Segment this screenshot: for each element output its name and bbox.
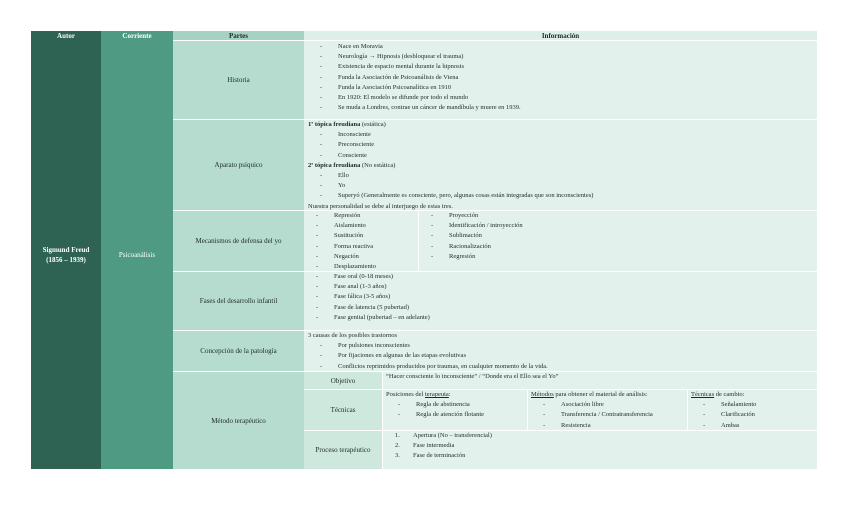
- historia-item-text: Neurología → Hipnosis (desbloquear el trauma): [338, 53, 464, 61]
- part-mecanismos-defensa: Mecanismos de defensa del yo: [173, 210, 304, 271]
- mecanismo-item: [304, 221, 418, 231]
- proceso-item: [383, 441, 817, 451]
- fase-item-text: Fase anal (1-3 años): [334, 283, 387, 291]
- tecnicas-cambio-list: [691, 400, 814, 430]
- mecanismo-item-text: Represión: [334, 212, 361, 219]
- mecanismos-left-list: [304, 211, 418, 271]
- info-aparato-psiquico: [304, 119, 817, 210]
- posiciones-terapeuta: [382, 389, 527, 430]
- topica1-item-text: Preconsciente: [338, 141, 375, 149]
- topica1-list: [308, 130, 813, 161]
- tecnicas-cambio-word: Técnicas: [691, 391, 715, 398]
- historia-item-text: Funda la Asociación de Psicoanálisis de Viena: [338, 73, 459, 81]
- mecanismo-item: [304, 262, 418, 271]
- posicion-item: [386, 410, 524, 420]
- metodo-item-text: Resistencia: [561, 421, 591, 429]
- posiciones-suffix: :: [448, 391, 451, 398]
- part-historia: Historia: [173, 40, 304, 119]
- mecanismo-item: [419, 231, 817, 241]
- mecanismo-item: [304, 252, 418, 262]
- mecanismo-item-text: Identificación / introyección: [449, 222, 523, 230]
- historia-list: [308, 42, 813, 113]
- fase-item: [304, 282, 817, 292]
- mecanismo-item: [419, 242, 817, 252]
- fase-item-text: Fase fálica (3-5 años): [334, 293, 391, 301]
- topica2-item-text: Ello: [338, 172, 349, 180]
- topica2-list: [308, 171, 813, 202]
- topica1-item-text: Inconsciente: [338, 131, 371, 139]
- mecanismo-item-text: Negación: [334, 252, 359, 260]
- historia-item-text: Funda la Asociación Psicoanalítica en 1910: [338, 83, 452, 91]
- proceso-item: [383, 431, 817, 441]
- tecnica-cambio-item: [691, 410, 814, 420]
- info-mecanismos-right: [418, 210, 817, 271]
- mecanismo-item-text: Sustitución: [334, 232, 364, 240]
- topica2-title: 2ª tópica freudiana: [308, 161, 361, 169]
- posicion-item-text: Regla de abstinencia: [416, 401, 470, 409]
- historia-item: [308, 62, 813, 72]
- info-mecanismos-left: [304, 210, 418, 271]
- metodo-item: [531, 400, 684, 410]
- topica1-item: [308, 130, 813, 140]
- tecnica-cambio-item-text: Clarificación: [721, 411, 755, 419]
- objetivo-label: Objetivo: [304, 371, 382, 389]
- historia-item-text: Existencia de espacio mental durante la hipnosis: [338, 63, 464, 71]
- topica1-item: [308, 140, 813, 150]
- proceso-list: [383, 431, 817, 462]
- mecanismo-item: [419, 221, 817, 231]
- topica2-item: [308, 181, 813, 191]
- topica1-note: (estática): [360, 121, 386, 128]
- historia-item: [308, 103, 813, 113]
- metodo-item: [531, 421, 684, 430]
- aparato-footer: Nuestra personalidad se debe al interjuego de estas tres.: [308, 202, 453, 210]
- mecanismo-item-text: Racionalización: [449, 242, 491, 250]
- mecanismos-right-list: [419, 211, 817, 262]
- historia-item: [308, 42, 813, 52]
- posicion-item-text: Regla de atención flotante: [416, 411, 485, 419]
- topica2-item-text: Superyó (Generalmente es consciente, pero, algunas cosas están integradas que son inconscientes): [338, 192, 594, 200]
- proceso-item: [383, 451, 817, 461]
- fase-item: [304, 272, 817, 282]
- tecnica-cambio-item-text: Ambas: [721, 421, 740, 429]
- posiciones-word: terapeuta: [425, 391, 449, 398]
- part-fases-desarrollo: Fases del desarrollo infantil: [173, 271, 304, 330]
- autor-years: (1856 – 1939): [46, 255, 86, 264]
- proceso-item-number: 3.: [395, 452, 400, 460]
- patologia-item-text: Por fijaciones en algunas de las etapas evolutivas: [338, 352, 466, 360]
- tecnicas-cambio-suffix: de cambio:: [714, 391, 745, 398]
- header-autor: Autor: [31, 31, 101, 40]
- header-partes: Partes: [173, 31, 304, 40]
- topica2-note: (No estática): [360, 161, 396, 169]
- tecnicas-cambio: [687, 389, 817, 430]
- proceso-item-number: 2.: [395, 442, 400, 450]
- historia-item: [308, 52, 813, 62]
- topica2-item: [308, 171, 813, 181]
- mecanismo-item: [419, 211, 817, 221]
- metodos-word: Métodos: [531, 391, 554, 398]
- mecanismo-item-text: Desplazamiento: [334, 263, 376, 271]
- proceso-item-text: Fase intermedia: [413, 442, 455, 450]
- metodos-suffix: para obtener el material de análisis:: [553, 391, 648, 398]
- patologia-item-text: Conflictos reprimidos producidos por traumas, en cualquier momento de la vida.: [338, 362, 548, 370]
- metodo-item-text: Transferencia / Contratransferencia: [561, 411, 653, 419]
- objetivo-text: “Hacer consciente lo inconsciente” / “Donde era el Ello sea el Yo”: [382, 371, 817, 389]
- mecanismo-item-text: Forma reactiva: [334, 242, 374, 250]
- corriente-cell: Psicoanálisis: [101, 40, 173, 469]
- fases-list: [304, 272, 817, 323]
- metodos-analisis: [527, 389, 687, 430]
- fase-item-text: Fase oral (0-18 meses): [334, 273, 394, 280]
- mecanismo-item: [304, 231, 418, 241]
- patologia-item: [308, 351, 813, 361]
- patologia-item: [308, 362, 813, 371]
- proceso-item-text: Apertura (No – transferencial): [413, 432, 492, 439]
- part-metodo-terapeutico: Método terapéutico: [173, 371, 304, 469]
- info-patologia: [304, 330, 817, 371]
- topica1-item: [308, 151, 813, 161]
- mecanismo-item-text: Sublimación: [449, 232, 482, 240]
- fase-item-text: Fase genital (pubertad – en adelante): [334, 313, 430, 321]
- header-corriente: Corriente: [101, 31, 173, 40]
- mecanismo-item-text: Regresión: [449, 252, 476, 260]
- fase-item: [304, 292, 817, 302]
- patologia-list: [308, 341, 813, 371]
- mecanismo-item: [419, 252, 817, 262]
- header-informacion: Información: [304, 31, 817, 40]
- topica2-item: [308, 191, 813, 201]
- posicion-item: [386, 400, 524, 410]
- proceso-label: Proceso terapéutico: [304, 430, 382, 469]
- info-fases-desarrollo: [304, 271, 817, 330]
- historia-item-text: Se muda a Londres, contrae un cáncer de mandíbula y muere en 1939.: [338, 104, 521, 112]
- part-aparato-psiquico: Aparato psíquico: [173, 119, 304, 210]
- topica1-item-text: Consciente: [338, 151, 367, 159]
- proceso-terapeutico: [382, 430, 817, 469]
- historia-item: [308, 83, 813, 93]
- mecanismo-item: [304, 211, 418, 221]
- info-historia: [304, 40, 817, 119]
- topica2-item-text: Yo: [338, 182, 346, 190]
- autor-name: Sigmund Freud: [42, 245, 90, 254]
- posiciones-prefix: Posiciones del: [386, 391, 425, 398]
- mecanismo-item-text: Aislamiento: [334, 222, 366, 230]
- part-patologia: Concepción de la patología: [173, 330, 304, 371]
- historia-item-text: En 1920: El modelo se difunde por todo el mundo: [338, 94, 469, 102]
- proceso-item-text: Fase de terminación: [413, 452, 466, 460]
- proceso-item-number: 1.: [395, 432, 400, 439]
- historia-item-text: Nace en Moravia: [338, 43, 383, 50]
- tecnicas-label: Técnicas: [304, 389, 382, 430]
- metodo-item-text: Asociación libre: [561, 401, 604, 409]
- mecanismo-item: [304, 242, 418, 252]
- fase-item: [304, 313, 817, 323]
- patologia-intro: 3 causas de los posibles trastornos: [308, 332, 398, 339]
- metodos-list: [531, 400, 684, 430]
- tecnica-cambio-item: [691, 421, 814, 430]
- patologia-item: [308, 341, 813, 351]
- metodo-item: [531, 410, 684, 420]
- historia-item: [308, 73, 813, 83]
- tecnica-cambio-item: [691, 400, 814, 410]
- patologia-item-text: Por pulsiones inconscientes: [338, 342, 410, 350]
- topica1-title: 1ª tópica freudiana: [308, 121, 361, 128]
- autor-cell: [31, 40, 101, 469]
- historia-item: [308, 93, 813, 103]
- freud-summary-table: [31, 31, 817, 469]
- posiciones-list: [386, 400, 524, 420]
- fase-item: [304, 303, 817, 313]
- tecnica-cambio-item-text: Señalamiento: [721, 401, 757, 409]
- fase-item-text: Fase de latencia (5 pubertad): [334, 303, 410, 311]
- mecanismo-item-text: Proyección: [449, 212, 479, 219]
